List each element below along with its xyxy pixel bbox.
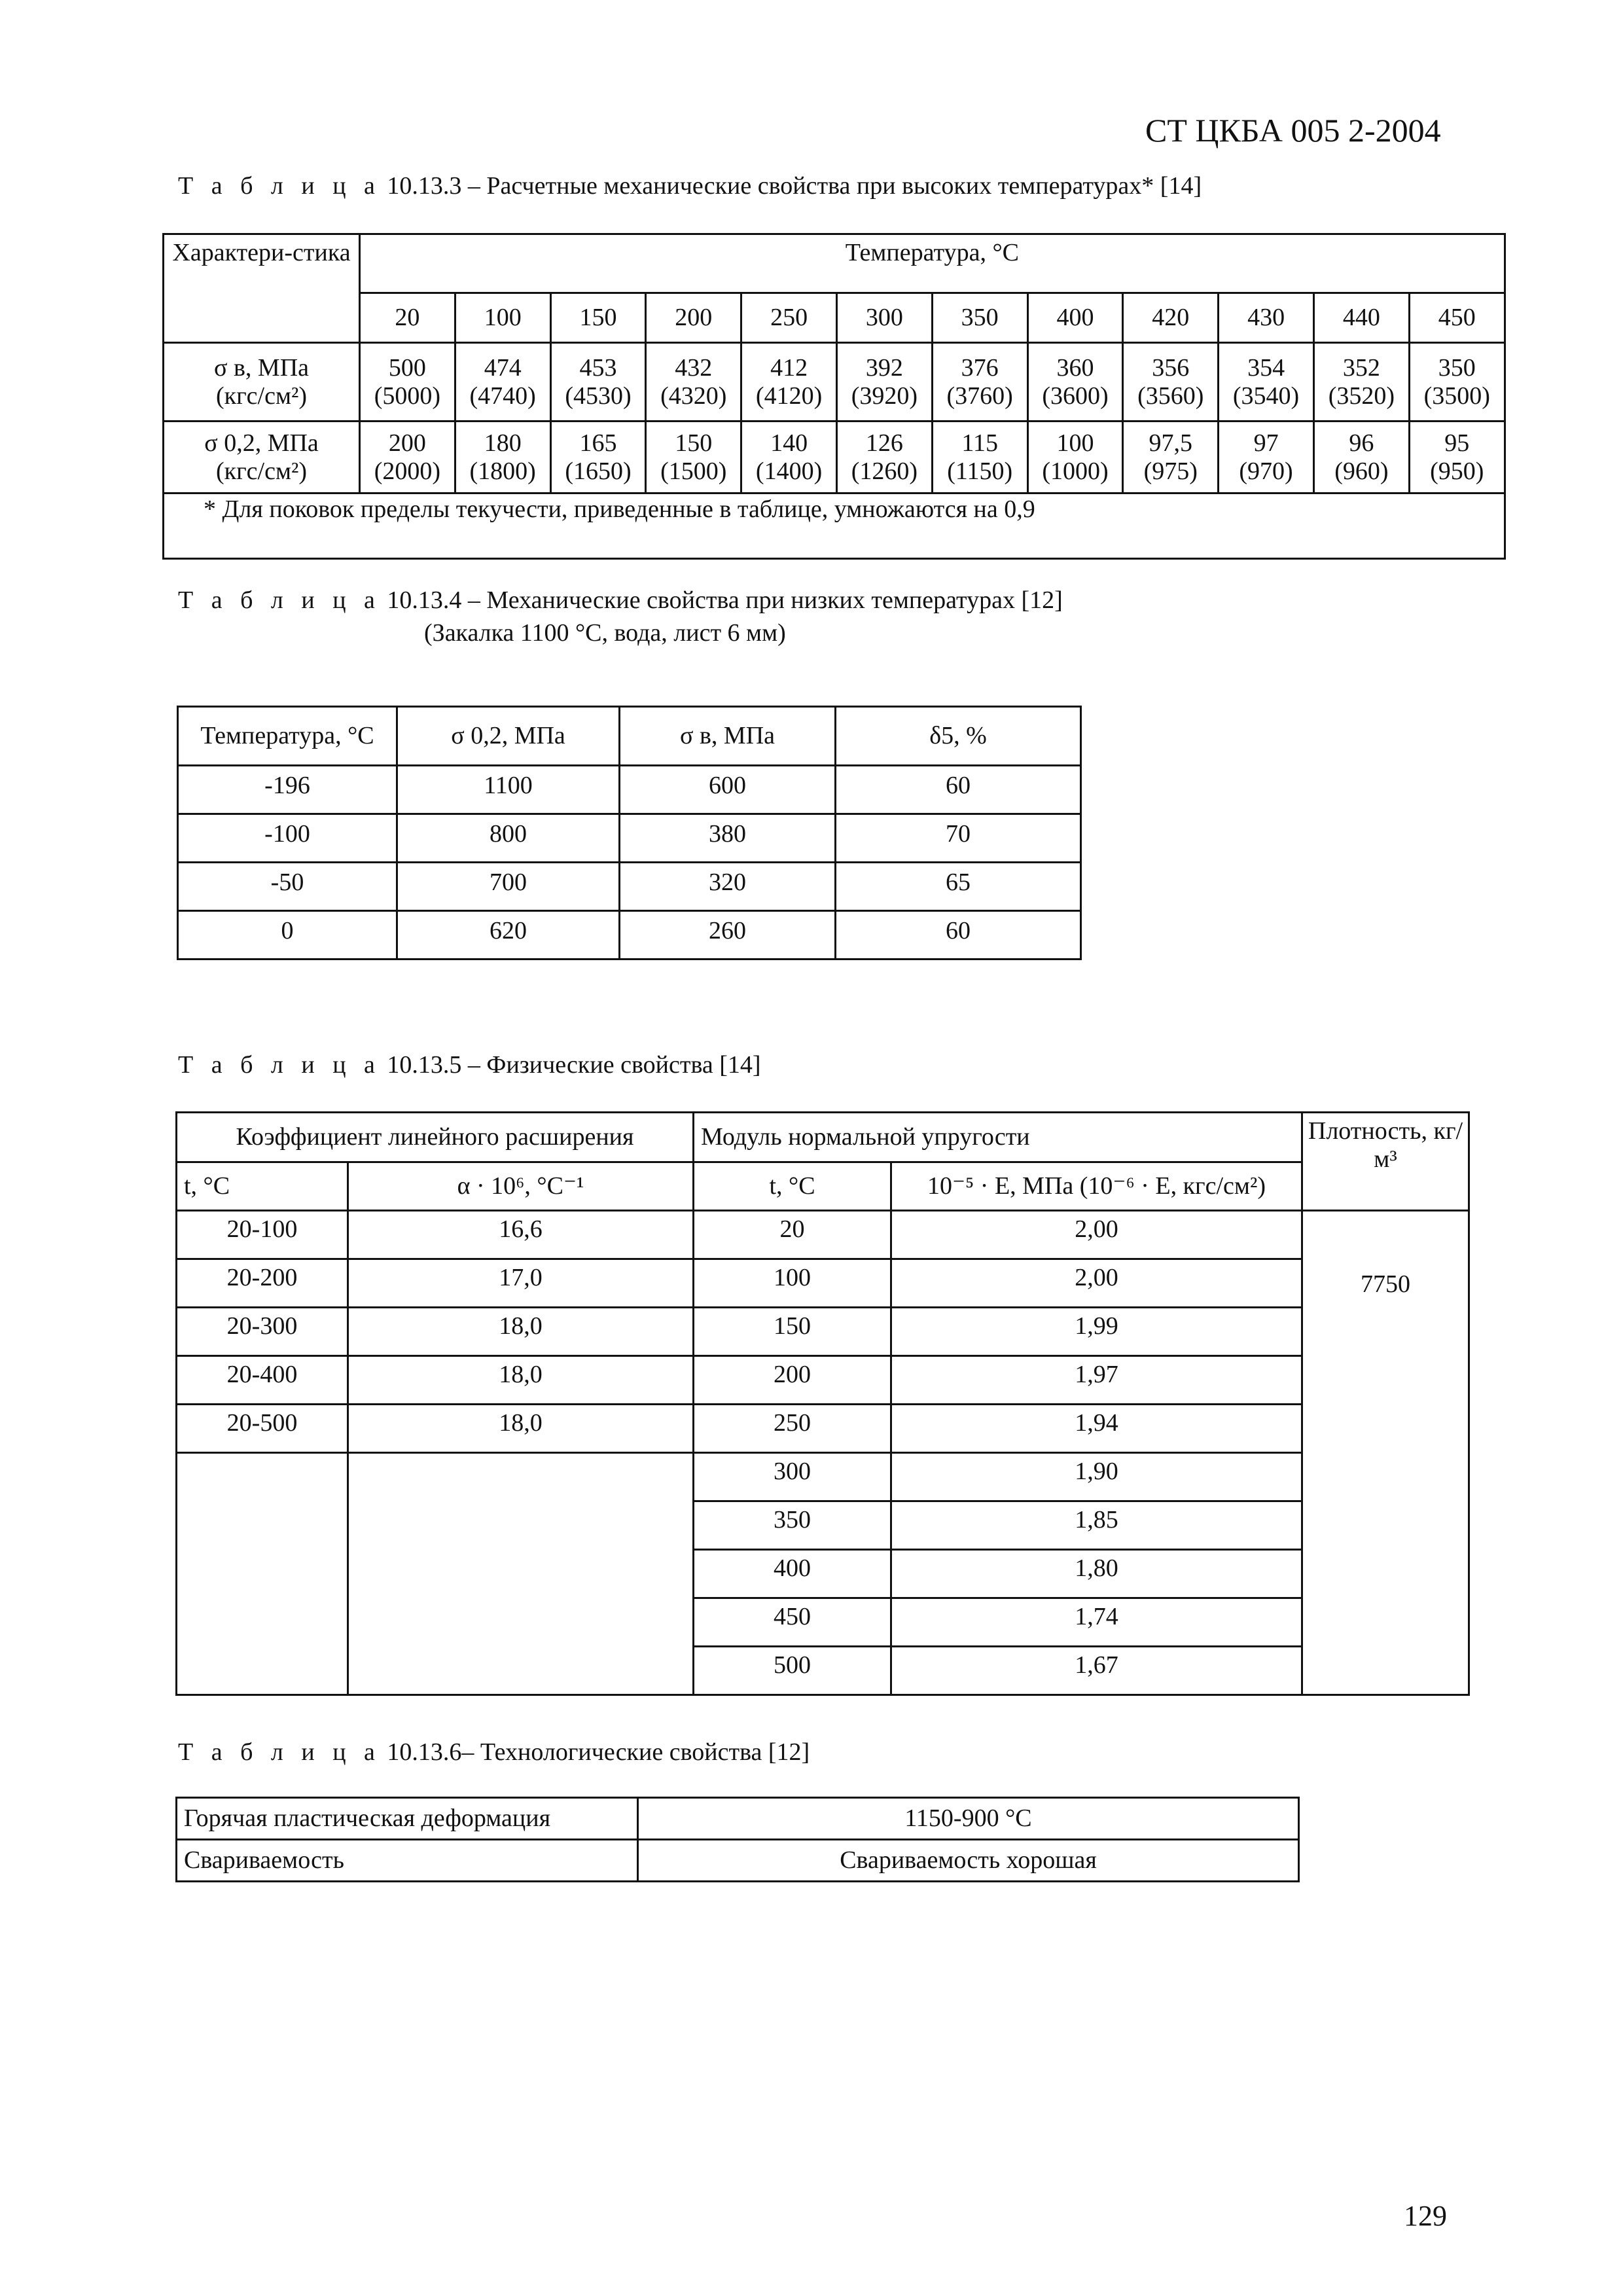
caption-lead: Т а б л и ц а — [178, 1051, 381, 1079]
value-kgf: (3500) — [1423, 382, 1490, 410]
table-row — [177, 1798, 1299, 1840]
expansion-coefficient-cell: 18,0 — [348, 1308, 694, 1356]
value-mpa: 150 — [675, 429, 713, 457]
temperature-cell: 250 — [694, 1405, 891, 1453]
row-label-unit: (кгс/см²) — [215, 457, 308, 485]
value-cell — [455, 422, 550, 493]
value-mpa: 352 — [1342, 353, 1380, 382]
table-cell: 65 — [836, 863, 1081, 911]
value-cell — [1123, 422, 1219, 493]
value-kgf: (1150) — [947, 457, 1013, 485]
property-name: Горячая пластическая деформация — [177, 1798, 638, 1840]
table-row — [178, 863, 1081, 911]
value-kgf: (4320) — [660, 382, 727, 410]
value-kgf: (3560) — [1137, 382, 1204, 410]
value-mpa: 97 — [1253, 429, 1279, 457]
table-low-temperature-properties — [177, 706, 1082, 960]
temperature-cell: 350 — [932, 293, 1027, 343]
value-mpa: 432 — [675, 353, 713, 382]
temperature-cell: 200 — [694, 1356, 891, 1405]
caption-text: 10.13.4 – Механические свойства при низких температурах [12] — [387, 586, 1063, 614]
value-kgf: (1800) — [469, 457, 536, 485]
temperature-cell: 250 — [741, 293, 837, 343]
table-cell: 620 — [397, 911, 620, 960]
col-elastic-modulus: 10⁻⁵ · Е, МПа (10⁻⁶ · Е, кгс/см²) — [891, 1162, 1302, 1211]
value-mpa: 96 — [1349, 429, 1374, 457]
expansion-coefficient-cell: 16,6 — [348, 1211, 694, 1259]
expansion-coefficient-cell: 18,0 — [348, 1405, 694, 1453]
value-mpa: 200 — [388, 429, 426, 457]
value-cell — [360, 343, 455, 422]
elastic-modulus-cell: 1,97 — [891, 1356, 1302, 1405]
col-expansion-coefficient: α · 10⁶, °С⁻¹ — [348, 1162, 694, 1211]
table-row — [177, 1453, 1469, 1501]
col-temperature: t, °С — [694, 1162, 891, 1211]
value-mpa: 350 — [1438, 353, 1476, 382]
table-footnote: * Для поковок пределы текучести, приведенные в таблице, умножаются на 0,9 — [164, 493, 1505, 559]
table-row — [177, 1840, 1299, 1882]
row-label — [164, 422, 360, 493]
value-kgf: (3760) — [946, 382, 1013, 410]
group-density-header: Плотность, кг/м³ — [1302, 1113, 1469, 1211]
value-mpa: 392 — [865, 353, 903, 382]
row-label-quantity: σ в, МПа — [213, 353, 310, 382]
value-cell — [1409, 343, 1505, 422]
caption-lead: Т а б л и ц а — [178, 586, 381, 614]
document-code: СТ ЦКБА 005 2-2004 — [1145, 112, 1441, 149]
value-kgf: (2000) — [374, 457, 441, 485]
caption-text: 10.13.5 – Физические свойства [14] — [387, 1051, 761, 1079]
table-cell: -50 — [178, 863, 397, 911]
expansion-coefficient-cell: 18,0 — [348, 1356, 694, 1405]
column-header: σ в, МПа — [620, 707, 836, 766]
property-value: Свариваемость хорошая — [638, 1840, 1299, 1882]
table-cell: 260 — [620, 911, 836, 960]
temperature-cell: 500 — [694, 1647, 891, 1695]
table-cell: -196 — [178, 766, 397, 814]
table-cell: 60 — [836, 766, 1081, 814]
characteristic-header: Характери-стика — [164, 234, 360, 343]
caption-lead: Т а б л и ц а — [178, 172, 381, 200]
value-mpa: 126 — [865, 429, 903, 457]
col-temperature-range: t, °С — [177, 1162, 348, 1211]
elastic-modulus-cell: 1,94 — [891, 1405, 1302, 1453]
value-cell — [1219, 343, 1314, 422]
table-row — [177, 1308, 1469, 1356]
table-row — [177, 1356, 1469, 1405]
value-kgf: (1400) — [755, 457, 823, 485]
temperature-cell: 350 — [694, 1501, 891, 1550]
table-high-temperature-properties — [162, 233, 1506, 560]
elastic-modulus-cell: 1,67 — [891, 1647, 1302, 1695]
value-mpa: 474 — [484, 353, 522, 382]
value-kgf: (1260) — [851, 457, 918, 485]
temperature-cell: 400 — [694, 1550, 891, 1598]
temperature-range-cell: 20-200 — [177, 1259, 348, 1308]
table-row — [178, 766, 1081, 814]
value-kgf: (3520) — [1328, 382, 1395, 410]
temperature-range-cell: 20-400 — [177, 1356, 348, 1405]
value-mpa: 140 — [770, 429, 808, 457]
elastic-modulus-cell: 1,90 — [891, 1453, 1302, 1501]
value-mpa: 100 — [1056, 429, 1094, 457]
density-cell: 7750 — [1302, 1211, 1469, 1695]
table-6-caption — [178, 1738, 810, 1767]
value-mpa: 453 — [579, 353, 617, 382]
empty-cell — [177, 1453, 348, 1695]
group-modulus-header: Модуль нормальной упругости — [694, 1113, 1302, 1162]
property-value: 1150-900 °С — [638, 1798, 1299, 1840]
value-cell — [455, 343, 550, 422]
value-cell — [741, 343, 837, 422]
value-cell — [1027, 422, 1123, 493]
caption-text: 10.13.6– Технологические свойства [12] — [387, 1738, 810, 1766]
value-kgf: (3920) — [851, 382, 918, 410]
value-kgf: (4530) — [565, 382, 632, 410]
table-row — [177, 1259, 1469, 1308]
table-cell: 600 — [620, 766, 836, 814]
table-cell: 1100 — [397, 766, 620, 814]
value-cell — [1123, 343, 1219, 422]
value-mpa: 354 — [1247, 353, 1285, 382]
value-cell — [550, 422, 646, 493]
temperature-cell: 20 — [694, 1211, 891, 1259]
property-name: Свариваемость — [177, 1840, 638, 1882]
temperature-cell: 200 — [646, 293, 741, 343]
value-cell — [932, 422, 1027, 493]
table-cell: 70 — [836, 814, 1081, 863]
value-kgf: (4120) — [755, 382, 823, 410]
temperature-range-cell: 20-100 — [177, 1211, 348, 1259]
table-cell: 60 — [836, 911, 1081, 960]
table-5-caption — [178, 1050, 761, 1079]
group-expansion-header: Коэффициент линейного расширения — [177, 1113, 694, 1162]
temperature-cell: 440 — [1313, 293, 1409, 343]
table-cell: 380 — [620, 814, 836, 863]
value-cell — [646, 343, 741, 422]
value-cell — [741, 422, 837, 493]
table-4-caption-conditions: (Закалка 1100 °С, вода, лист 6 мм) — [424, 619, 786, 647]
table-physical-properties — [175, 1111, 1470, 1696]
value-kgf: (960) — [1334, 457, 1389, 485]
value-mpa: 115 — [961, 429, 998, 457]
value-kgf: (3600) — [1042, 382, 1109, 410]
temperature-cell: 450 — [694, 1598, 891, 1647]
temperature-cell: 420 — [1123, 293, 1219, 343]
table-cell: -100 — [178, 814, 397, 863]
value-mpa: 412 — [770, 353, 808, 382]
elastic-modulus-cell: 2,00 — [891, 1211, 1302, 1259]
elastic-modulus-cell: 1,80 — [891, 1550, 1302, 1598]
column-header: δ5, % — [836, 707, 1081, 766]
value-kgf: (1650) — [565, 457, 632, 485]
value-mpa: 376 — [961, 353, 999, 382]
value-kgf: (3540) — [1232, 382, 1300, 410]
value-mpa: 97,5 — [1149, 429, 1193, 457]
row-label-unit: (кгс/см²) — [215, 382, 308, 410]
temperature-cell: 300 — [694, 1453, 891, 1501]
value-cell — [1313, 422, 1409, 493]
value-cell — [1313, 343, 1409, 422]
value-kgf: (5000) — [374, 382, 441, 410]
temperature-cell: 100 — [455, 293, 550, 343]
table-row — [177, 1405, 1469, 1453]
value-mpa: 180 — [484, 429, 522, 457]
value-mpa: 95 — [1444, 429, 1470, 457]
empty-cell — [348, 1453, 694, 1695]
temperature-cell: 20 — [360, 293, 455, 343]
table-row — [178, 814, 1081, 863]
row-label-quantity: σ 0,2, МПа — [204, 429, 319, 457]
value-kgf: (1000) — [1042, 457, 1109, 485]
table-3-caption — [178, 171, 1202, 200]
temperature-cell: 100 — [694, 1259, 891, 1308]
temperature-cell: 430 — [1219, 293, 1314, 343]
column-header: Температура, °С — [178, 707, 397, 766]
elastic-modulus-cell: 1,99 — [891, 1308, 1302, 1356]
value-cell — [1409, 422, 1505, 493]
temperature-cell: 150 — [550, 293, 646, 343]
value-cell — [932, 343, 1027, 422]
elastic-modulus-cell: 2,00 — [891, 1259, 1302, 1308]
table-row — [177, 1211, 1469, 1259]
table-cell: 700 — [397, 863, 620, 911]
value-kgf: (950) — [1430, 457, 1484, 485]
temperature-cell: 300 — [836, 293, 932, 343]
temperature-range-cell: 20-300 — [177, 1308, 348, 1356]
page-number: 129 — [1404, 2200, 1447, 2232]
value-mpa: 356 — [1152, 353, 1190, 382]
table-cell: 320 — [620, 863, 836, 911]
value-cell — [646, 422, 741, 493]
temperature-cell: 400 — [1027, 293, 1123, 343]
value-cell — [360, 422, 455, 493]
table-cell: 0 — [178, 911, 397, 960]
value-kgf: (1500) — [660, 457, 727, 485]
temperature-cell: 150 — [694, 1308, 891, 1356]
value-mpa: 360 — [1056, 353, 1094, 382]
value-cell — [836, 422, 932, 493]
value-mpa: 165 — [579, 429, 617, 457]
value-kgf: (975) — [1143, 457, 1198, 485]
elastic-modulus-cell: 1,74 — [891, 1598, 1302, 1647]
table-cell: 800 — [397, 814, 620, 863]
caption-text: 10.13.3 – Расчетные механические свойства при высоких температурах* [14] — [387, 172, 1202, 200]
value-cell — [550, 343, 646, 422]
elastic-modulus-cell: 1,85 — [891, 1501, 1302, 1550]
temperature-range-cell: 20-500 — [177, 1405, 348, 1453]
value-kgf: (970) — [1239, 457, 1293, 485]
value-cell — [1027, 343, 1123, 422]
temperature-header: Температура, °С — [360, 234, 1505, 293]
row-label — [164, 343, 360, 422]
value-cell — [836, 343, 932, 422]
value-mpa: 500 — [388, 353, 426, 382]
table-4-caption — [178, 586, 1063, 615]
temperature-cell: 450 — [1409, 293, 1505, 343]
table-row — [178, 911, 1081, 960]
column-header: σ 0,2, МПа — [397, 707, 620, 766]
expansion-coefficient-cell: 17,0 — [348, 1259, 694, 1308]
caption-lead: Т а б л и ц а — [178, 1738, 381, 1766]
table-technological-properties — [175, 1797, 1300, 1882]
value-kgf: (4740) — [469, 382, 536, 410]
value-cell — [1219, 422, 1314, 493]
